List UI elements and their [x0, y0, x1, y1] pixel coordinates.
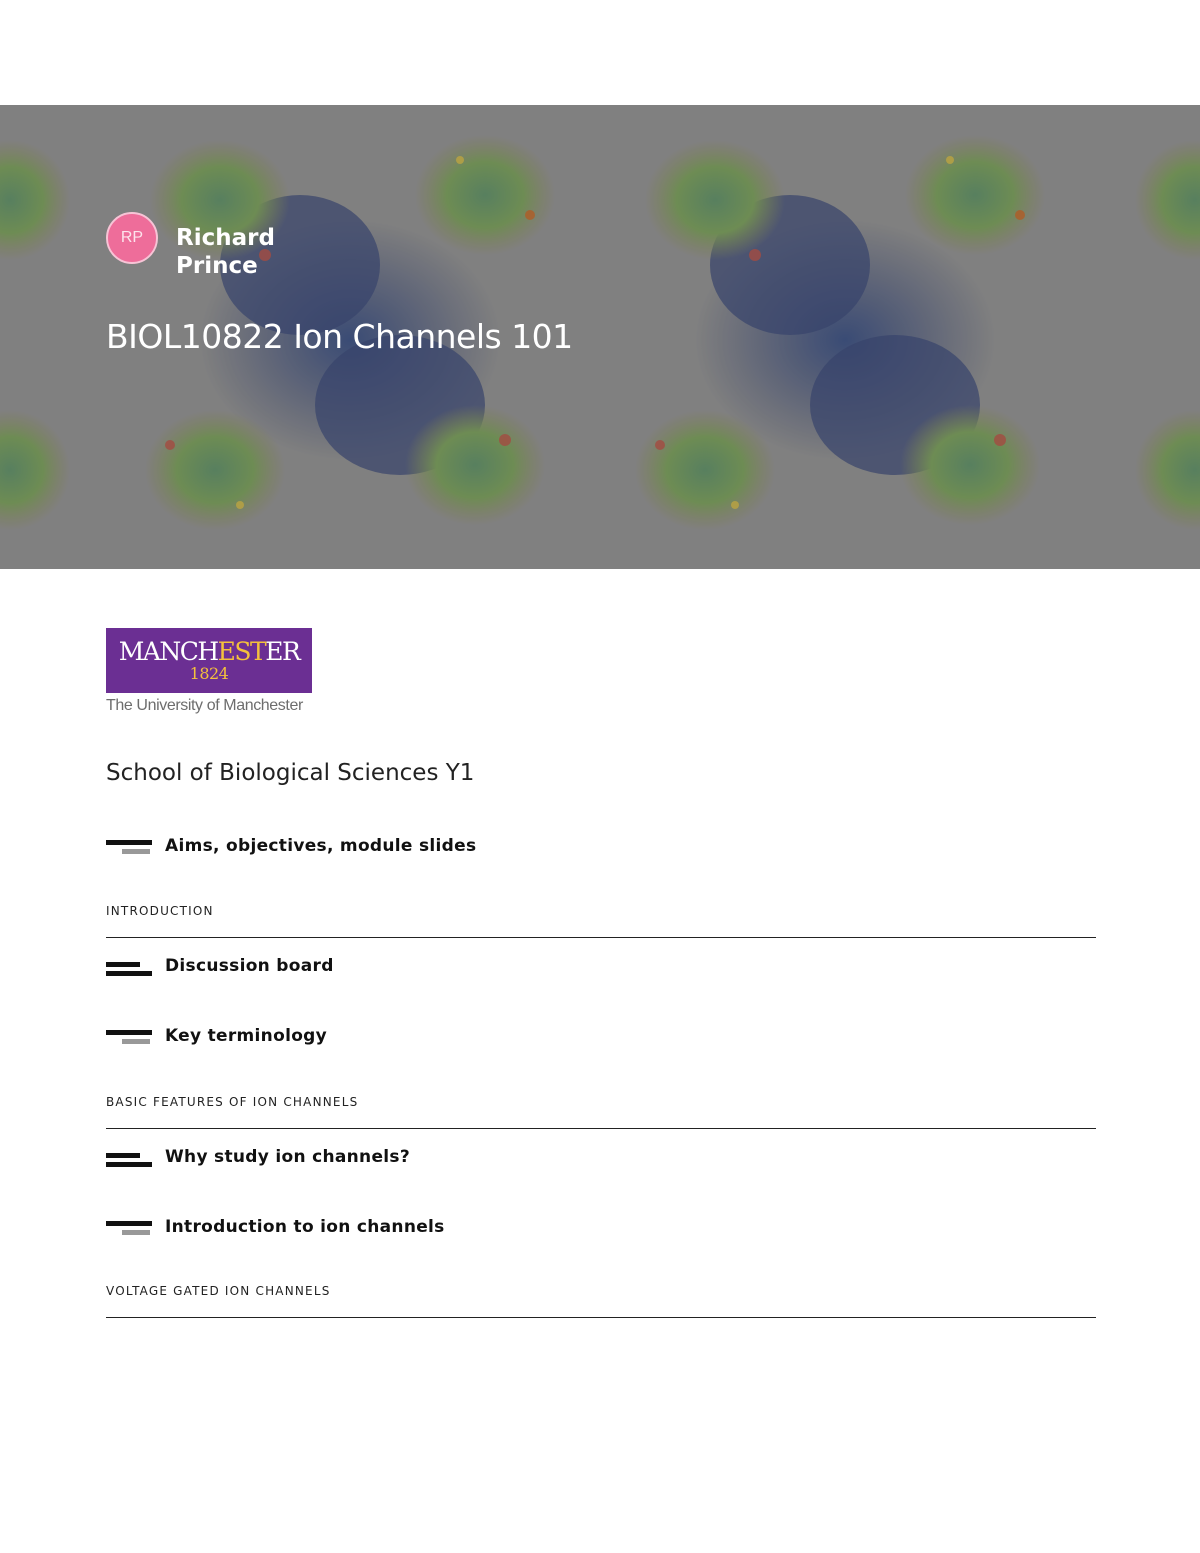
- logo-year: 1824: [189, 664, 229, 683]
- list-item-label[interactable]: Introduction to ion channels: [165, 1217, 445, 1237]
- list-item[interactable]: [106, 1215, 445, 1239]
- author-name[interactable]: Richard Prince: [176, 225, 275, 279]
- hero-banner: [0, 105, 1200, 569]
- logo-subtitle: The University of Manchester: [106, 697, 303, 714]
- page-title: BIOL10822 Ion Channels 101: [106, 317, 573, 356]
- page-icon: [106, 1024, 152, 1048]
- list-item[interactable]: [106, 1024, 327, 1048]
- author-block[interactable]: [106, 212, 306, 280]
- school-title: School of Biological Sciences Y1: [106, 760, 475, 786]
- page-icon: [106, 834, 152, 858]
- logo-word-part3: ER: [265, 637, 300, 666]
- list-item-label[interactable]: Aims, objectives, module slides: [165, 836, 477, 856]
- discussion-icon: [106, 1145, 152, 1169]
- list-item[interactable]: [106, 954, 334, 978]
- list-item-label[interactable]: Why study ion channels?: [165, 1147, 410, 1167]
- logo-word-part1: MANCH: [118, 637, 218, 666]
- logo-wordmark: [106, 628, 312, 665]
- logo-mark: [106, 628, 312, 693]
- section-header: BASIC FEATURES OF ION CHANNELS: [106, 1095, 1096, 1129]
- list-item[interactable]: [106, 834, 476, 858]
- section-header: INTRODUCTION: [106, 904, 1096, 938]
- avatar[interactable]: RP: [106, 212, 158, 264]
- university-logo: [106, 628, 312, 715]
- discussion-icon: [106, 954, 152, 978]
- page-icon: [106, 1215, 152, 1239]
- section-header: VOLTAGE GATED ION CHANNELS: [106, 1284, 1096, 1318]
- list-item-label[interactable]: Discussion board: [165, 956, 334, 976]
- logo-word-part2: EST: [217, 637, 266, 666]
- list-item[interactable]: [106, 1145, 410, 1169]
- list-item-label[interactable]: Key terminology: [165, 1026, 328, 1046]
